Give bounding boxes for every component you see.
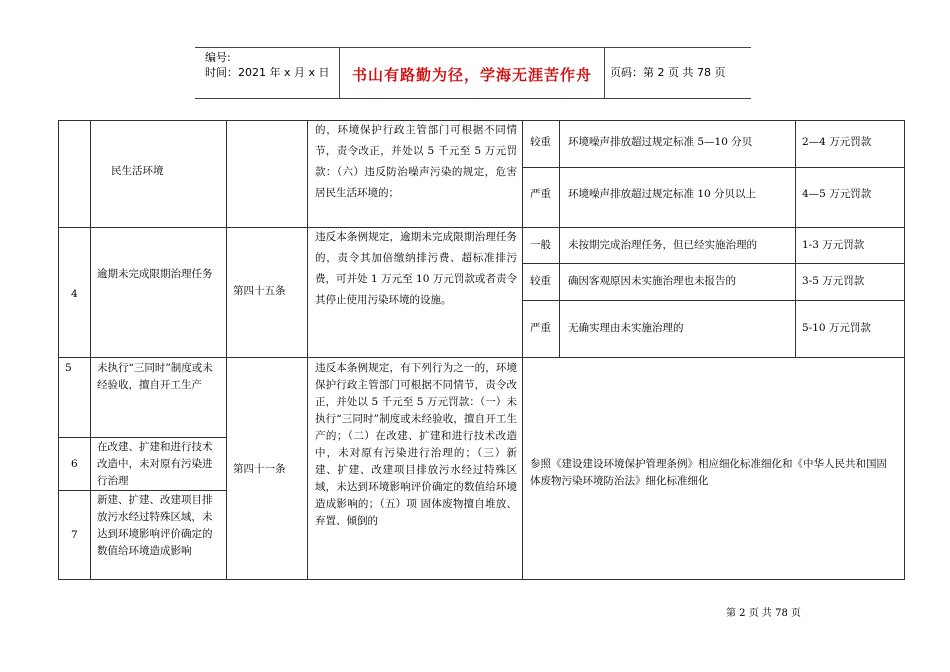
row-number: 7 [71,529,78,541]
clause-text: 违反本条例规定，有下列行为之一的，环境保护行政主管部门可根据不同情节，责令改正，并处以 5 千元至 5 万元罚款：（一）未执行“三同时”制度或未经验收，擅自开工生产的；（二）在改建、扩建和进行技术改造中，未对原有污染进行治理的；（三）新建、扩建、改建项目排放污水经过特殊区域，未达到环境影响评价确定的数值给环境造成影响的；（五）项 固体废物擅自堆放、弃置、倾倒的 [315,362,517,527]
item-cell: 在改建、扩建和进行技术改造中，未对原有污染进行治理 [97,441,213,487]
date-label: 时间：2021 年 x 月 x 日 [205,66,330,79]
serial-label: 编号: [205,51,231,64]
grade-situation: 无确实理由未实施治理的 [568,322,684,334]
motto-text: 书山有路勤为径，学海无涯苦作舟 [352,66,593,84]
grade-penalty: 2—4 万元罚款 [802,136,872,148]
grade-level: 一般 [530,239,551,251]
grade-penalty: 3-5 万元罚款 [802,275,865,287]
grade-situation: 环境噪声排放超过规定标准 5—10 分贝 [568,136,753,148]
page-footer: 第 2 页 共 78 页 [726,608,801,619]
header-divider [604,47,605,98]
grade-level: 较重 [530,136,551,148]
clause-text: 违反本条例规定，逾期未完成限期治理任务的，责令其加倍缴纳排污费、超标准排污费，可并处 1 万元至 10 万元罚款或者责令其停止使用污染环境的设施。 [315,231,517,306]
item-cell: 逾期未完成限期治理任务 [97,268,213,280]
grade-level: 严重 [530,188,551,200]
reference-text: 参照《建设建设环境保护管理条例》相应细化标准细化和《中华人民共和国固体废物污染环境防治法》细化标准细化 [530,458,887,487]
row-number: 4 [71,288,78,300]
clause-text: 的，环境保护行政主管部门可根据不同情节，责令改正，并处以 5 千元至 5 万元罚款：（六）违反防治噪声污染的规定，危害居民生活环境的； [315,124,517,199]
row-number: 6 [71,458,78,470]
item-cell: 未执行“三同时”制度或未经验收，擅自开工生产 [97,362,213,391]
row-number: 5 [65,362,72,374]
grade-level: 较重 [530,275,551,287]
grade-situation: 环境噪声排放超过规定标准 10 分贝以上 [568,188,757,200]
grade-penalty: 1-3 万元罚款 [802,239,865,251]
item-cell: 新建、扩建、改建项目排放污水经过特殊区域，未达到环境影响评价确定的数值给环境造成影响 [97,494,213,557]
grade-level: 严重 [530,322,551,334]
header-divider [339,47,340,98]
item-cell: 民生活环境 [111,165,164,177]
article-cell: 第四十五条 [233,285,286,297]
grade-situation: 确因客观原因未实施治理也未报告的 [568,275,736,287]
page-label: 页码：第 2 页 共 78 页 [610,66,726,79]
article-cell: 第四十一条 [233,463,286,475]
grade-penalty: 5-10 万元罚款 [802,322,871,334]
grade-penalty: 4—5 万元罚款 [802,188,872,200]
grade-situation: 未按期完成治理任务，但已经实施治理的 [568,239,757,251]
